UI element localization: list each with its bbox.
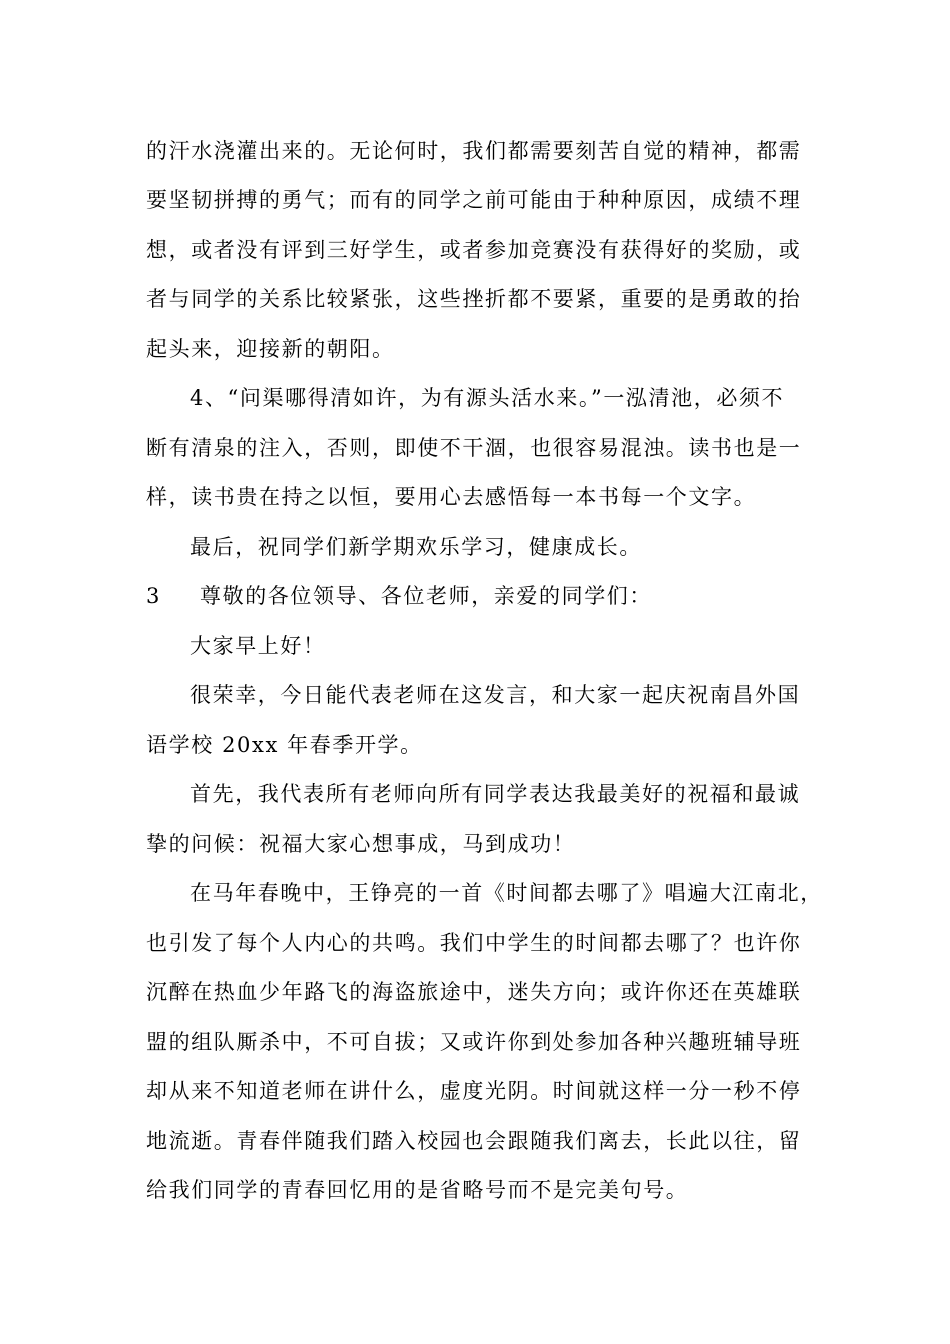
section-number: 3 <box>146 584 160 608</box>
salutation: 尊敬的各位领导、各位老师，亲爱的同学们： <box>200 584 652 608</box>
text-line: 盟的组队厮杀中，不可自拔；又或许你到处参加各种兴趣班辅导班 <box>146 1030 802 1054</box>
text-line: 给我们同学的青春回忆用的是省略号而不是完美句号。 <box>146 1178 689 1202</box>
text-line: 首先，我代表所有老师向所有同学表达我最美好的祝福和最诚 <box>190 782 801 806</box>
text-line: 却从来不知道老师在讲什么，虚度光阴。时间就这样一分一秒不停 <box>146 1079 802 1103</box>
text-line: 也引发了每个人内心的共鸣。我们中学生的时间都去哪了？也许你 <box>146 931 802 955</box>
text-line: 在马年春晚中，王铮亮的一首《时间都去哪了》唱遍大江南北， <box>190 881 823 905</box>
text-line: 很荣幸，今日能代表老师在这发言，和大家一起庆祝南昌外国 <box>190 683 801 707</box>
text-line: 最后，祝同学们新学期欢乐学习，健康成长。 <box>190 535 642 559</box>
text-line: 者与同学的关系比较紧张，这些挫折都不要紧，重要的是勇敢的抬 <box>146 287 802 311</box>
text-line: 的汗水浇灌出来的。无论何时，我们都需要刻苦自觉的精神，都需 <box>146 139 802 163</box>
text-line: 样，读书贵在持之以恒，要用心去感悟每一本书每一个文字。 <box>146 485 757 509</box>
text-line: 断有清泉的注入，否则，即使不干涸，也很容易混浊。读书也是一 <box>146 436 802 460</box>
text-line: 4、“问渠哪得清如许，为有源头活水来。”一泓清池，必须不 <box>190 386 785 410</box>
text-line: 起头来，迎接新的朝阳。 <box>146 337 395 361</box>
text-line: 沉醉在热血少年路飞的海盗旅途中，迷失方向；或许你还在英雄联 <box>146 980 802 1004</box>
greeting: 大家早上好！ <box>190 634 326 658</box>
text-line: 要坚韧拼搏的勇气；而有的同学之前可能由于种种原因，成绩不理 <box>146 188 802 212</box>
text-line: 想，或者没有评到三好学生，或者参加竞赛没有获得好的奖励，或 <box>146 238 802 262</box>
text-line: 语学校 20xx 年春季开学。 <box>146 733 423 757</box>
text-line: 地流逝。青春伴随我们踏入校园也会跟随我们离去，长此以往，留 <box>146 1129 802 1153</box>
text-line: 挚的问候：祝福大家心想事成，马到成功！ <box>146 832 576 856</box>
